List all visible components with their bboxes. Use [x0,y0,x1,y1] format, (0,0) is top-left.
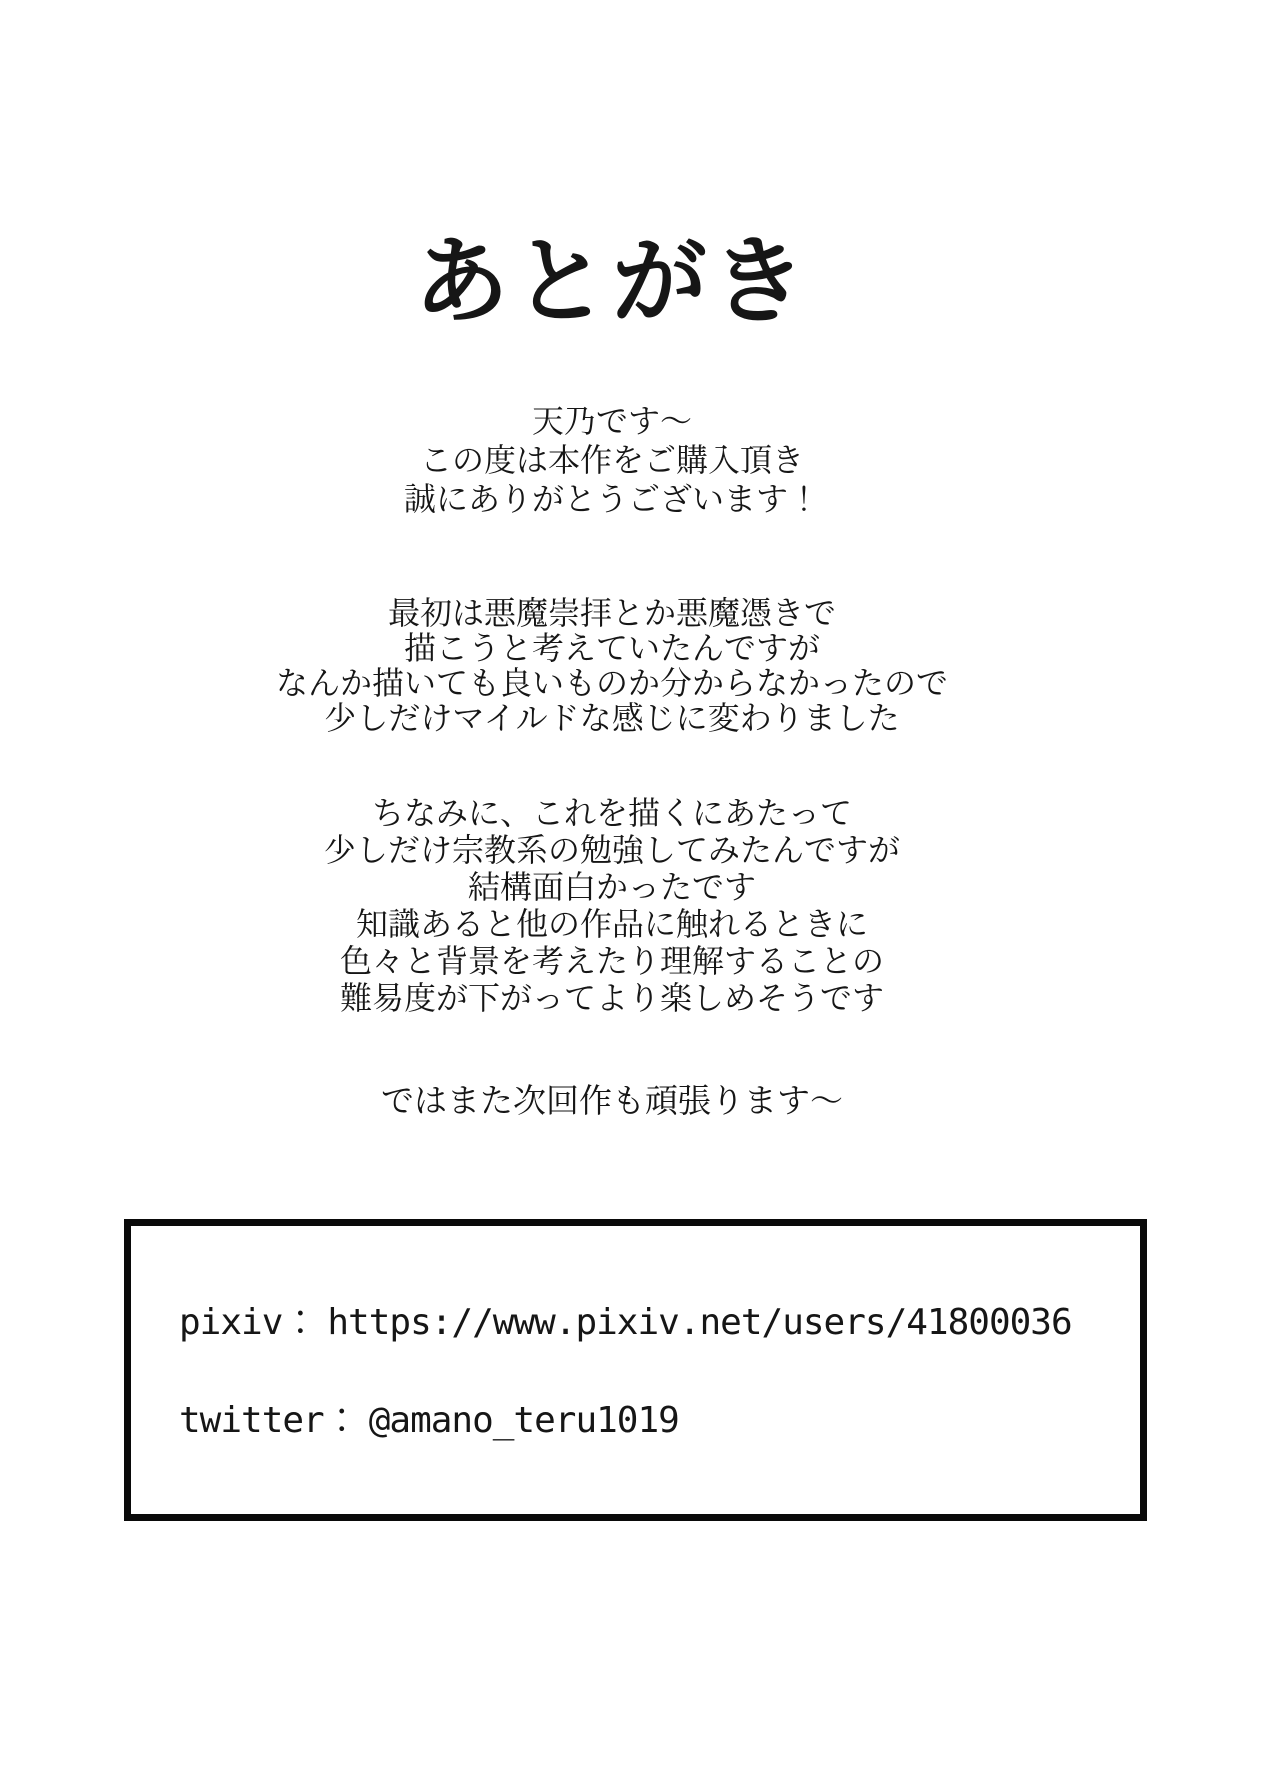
greeting-line: 誠にありがとうございます！ [403,481,820,517]
body-line: 描こうと考えていたんですが [403,630,820,666]
body-line: なんか描いても良いものか分からなかったので [275,665,948,701]
body-line: 色々と背景を考えたり理解することの [339,943,884,979]
greeting-line: 天乃です～ [531,403,692,439]
pixiv-line [179,1294,1072,1345]
body-line: 最初は悪魔崇拝とか悪魔憑きで [387,595,836,631]
greeting-line: この度は本作をご購入頂き [419,442,804,478]
body-line: 結構面白かったです [467,869,756,905]
closing-line: ではまた次回作も頑張ります～ [381,1082,843,1119]
body-line: 少しだけ宗教系の勉強してみたんですが [323,832,900,868]
body-paragraph-concept [0,596,1224,736]
body-paragraph-research [0,795,1224,1017]
twitter-line [179,1392,679,1443]
body-line: 難易度が下がってより楽しめそうです [339,980,884,1016]
body-line: 少しだけマイルドな感じに変わりました [324,700,900,736]
closing-paragraph [0,1082,1224,1120]
body-line: ちなみに、これを描くにあたって [371,795,852,831]
pixiv-url: https://www.pixiv.net/users/41800036 [327,1302,1072,1343]
twitter-handle: @amano_teru1019 [368,1400,679,1441]
twitter-label: twitter： [179,1400,359,1441]
pixiv-label: pixiv： [179,1302,318,1343]
contact-box [124,1219,1147,1521]
body-line: 知識あると他の作品に触れるときに [355,906,868,942]
greeting-paragraph [0,402,1224,519]
page-title: あとがき [413,229,810,335]
